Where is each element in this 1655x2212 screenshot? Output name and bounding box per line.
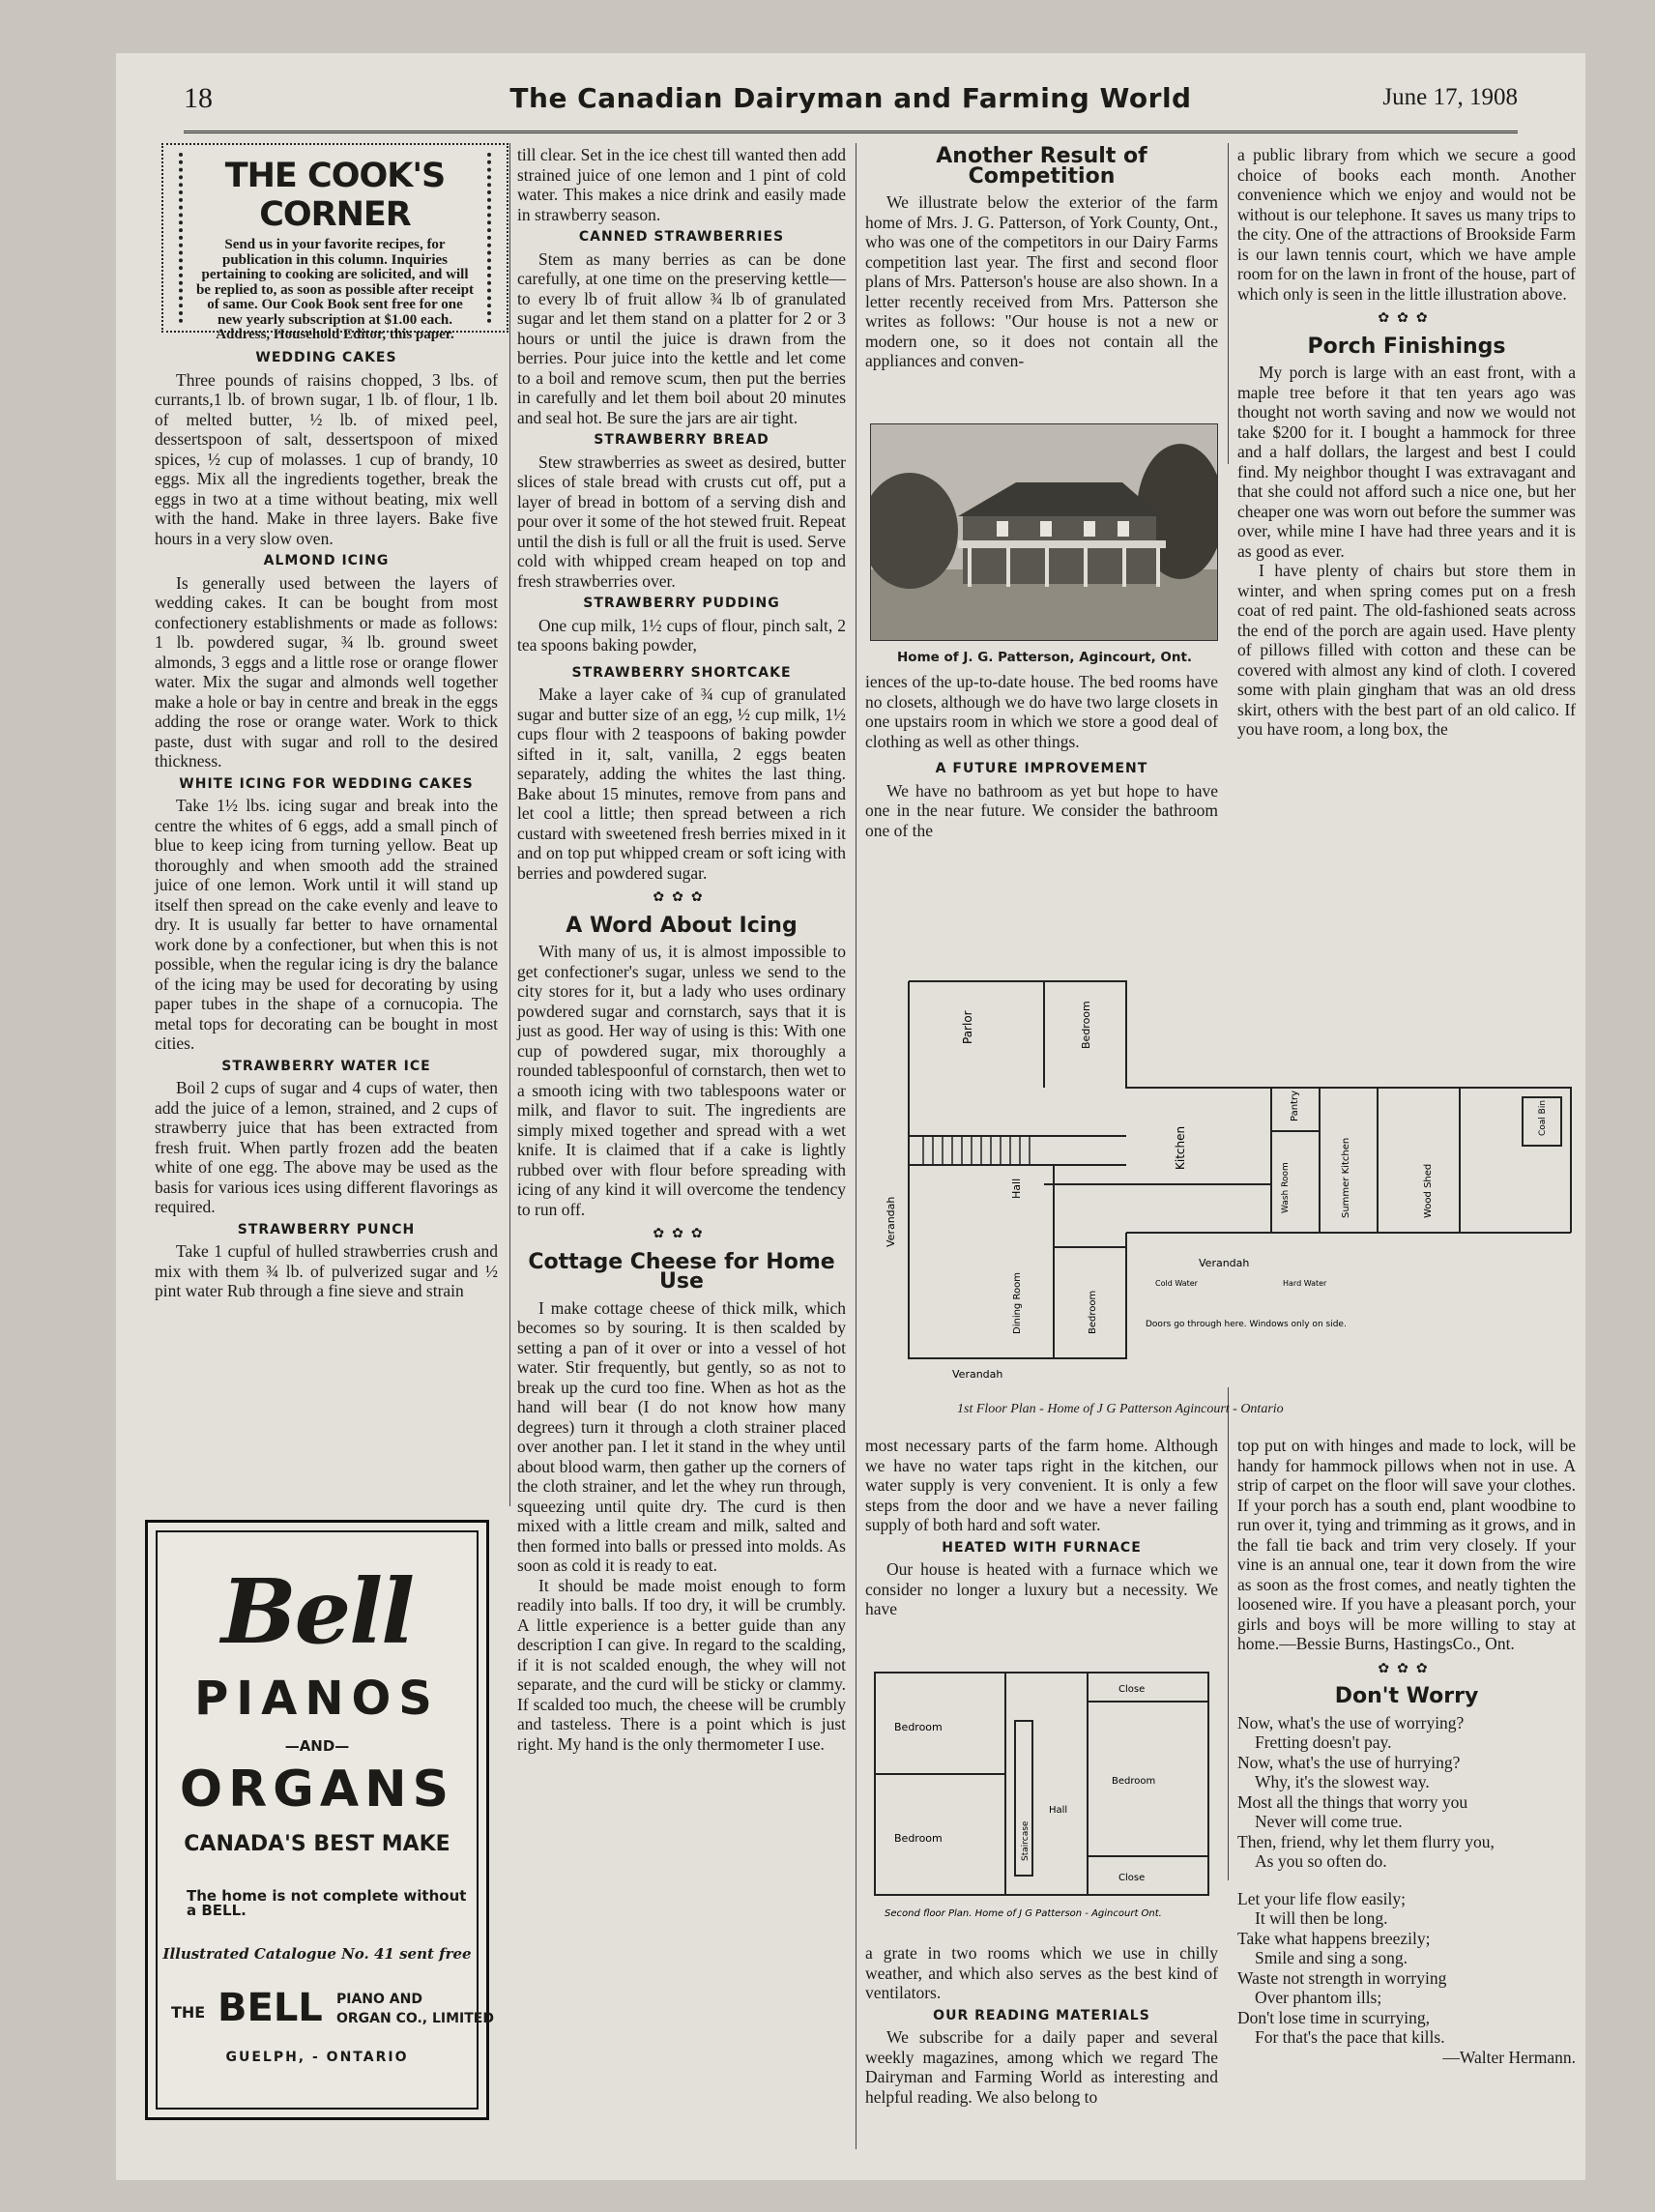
para-necessary: most necessary parts of the farm home. Although we have no water taps right in the kitchen, our water supply is very convenient. It is only a few steps from the door and we have a never failing supply of both hard and soft water. <box>865 1436 1218 1534</box>
label-bedroom-tl: Bedroom <box>894 1721 943 1733</box>
ad-company-piano: PIANO AND <box>336 1992 422 2007</box>
label-verandah-left: Verandah <box>885 1196 897 1247</box>
ad-company-bell: BELL <box>218 1986 323 2030</box>
second-floor-drawing <box>865 1663 1218 1938</box>
label-cold-water: Cold Water <box>1155 1279 1198 1288</box>
label-wash-room: Wash Room <box>1281 1162 1291 1213</box>
label-bedroom-bl: Bedroom <box>894 1832 943 1845</box>
ad-company <box>158 1986 494 2036</box>
ornament: ✿✿✿ <box>653 890 711 905</box>
poem-line: Now, what's the use of hurrying? <box>1237 1752 1461 1772</box>
para-grate: a grate in two rooms which we use in chilly weather, and which also serves as the best kind of ventilators. <box>865 1943 1218 2002</box>
poem-line: Let your life flow easily; <box>1237 1888 1406 1908</box>
first-floor-caption: 1st Floor Plan - Home of J G Patterson Agincourt - Ontario <box>957 1402 1284 1416</box>
poem-line: Never will come true. <box>1255 1812 1403 1831</box>
para-icing: With many of us, it is almost impossible to get confectioner's sugar, unless we send to the city stores for it, but a lady who uses ordinary powdered sugar and cornstarch, says that it is just as good. Her way of using is this: With one cup of powdered sugar, mix thoroughly a rounded tablespoonful of cornstarch, then wet to a smooth icing with two tablespoons water or milk, and flavor to suit. The ingredients are simply mixed together and spread with a wet knife. It is claimed that if a cake is lightly rubbed over with flour before spreading with icing of any kind it will overcome the tendency to run off. <box>517 942 846 1219</box>
column-1 <box>155 345 498 1301</box>
heading-white-icing: WHITE ICING FOR WEDDING CAKES <box>179 775 474 792</box>
label-dining-room: Dining Room <box>1012 1272 1023 1334</box>
ad-company-organ: ORGAN CO., LIMITED <box>336 2011 494 2026</box>
label-verandah-bottom: Verandah <box>952 1368 1003 1381</box>
para-cheese-2: It should be made moist enough to form readily into balls. If too dry, it will be crumbly. A little experience is a better guide than any description I can give. In regard to the scalding, if it is not scalded enough, the whey will not separate, and the curd will be sticky or clammy. If scalded too much, the cheese will be crumbly and tasteless. There is a point which is just right. My hand is the only thermometer I use. <box>517 1575 846 1754</box>
column-3-bottom <box>865 1943 1218 2107</box>
label-plan-note: Doors go through here. Windows only on side. <box>1146 1320 1347 1329</box>
poem-line: Then, friend, why let them flurry you, <box>1237 1831 1495 1851</box>
page-header <box>184 82 1518 121</box>
heading-bread: STRAWBERRY BREAD <box>594 432 769 448</box>
label-hall-2: Hall <box>1049 1805 1068 1816</box>
ornament: ✿✿✿ <box>1378 1661 1436 1676</box>
label-closet-bottom: Close <box>1118 1873 1146 1883</box>
cooks-corner-text: Send us in your favorite recipes, for publication in this column. Inquiries pertaining to cooking are solicited, and will be replied to, as soon as possible after receipt of same. Our Cook Book sent free for one new yearly subscription at $1.00 each. Address, Household Editor, this paper. <box>195 237 475 342</box>
heading-icing: A Word About Icing <box>566 913 798 938</box>
poem-author: —Walter Hermann. <box>1442 2047 1576 2067</box>
para-heated: Our house is heated with a furnace which we consider no longer a luxury but a necessity. We have <box>865 1559 1218 1618</box>
ad-city: GUELPH, - ONTARIO <box>225 2050 409 2065</box>
page-number: 18 <box>184 82 213 114</box>
heading-pudding: STRAWBERRY PUDDING <box>583 596 780 611</box>
para-pudding: One cup milk, 1½ cups of flour, pinch salt, 2 tea spoons baking powder, <box>517 615 846 655</box>
label-coal-bin: Coal Bin <box>1538 1099 1548 1136</box>
cooks-corner-box <box>161 143 508 342</box>
label-wood-shed: Wood Shed <box>1423 1163 1434 1218</box>
column-4-top <box>1237 145 1576 740</box>
ad-company-the: THE <box>171 2003 206 2022</box>
heading-competition: Another Result of Competition <box>936 144 1147 189</box>
poem-line: Don't lose time in scurrying, <box>1237 2007 1431 2027</box>
heading-water-ice: STRAWBERRY WATER ICE <box>221 1058 431 1074</box>
column-3-mid <box>865 672 1218 840</box>
poem-line <box>1237 1872 1576 1889</box>
column-divider <box>1228 143 1229 464</box>
heading-heated: HEATED WITH FURNACE <box>942 1539 1142 1556</box>
column-divider <box>509 143 510 1506</box>
label-kitchen: Kitchen <box>1174 1125 1187 1170</box>
house-photo <box>870 423 1218 641</box>
first-floor-plan <box>865 976 1576 1397</box>
heading-shortcake: STRAWBERRY SHORTCAKE <box>571 664 792 681</box>
label-bedroom-right: Bedroom <box>1112 1776 1156 1787</box>
heading-cottage-cheese: Cottage Cheese for Home Use <box>528 1249 835 1294</box>
newspaper-page <box>116 53 1585 2180</box>
para-future: We have no bathroom as yet but hope to have one in the near future. We consider the bathroom one of the <box>865 780 1218 840</box>
house-photo-image <box>871 424 1217 640</box>
ad-pianos: PIANOS <box>194 1672 440 1726</box>
para-shortcake: Make a layer cake of ¾ cup of granulated sugar and butter size of an egg, ½ cup milk, 1½ cups flour with 2 teaspoons of baking powder sifted in it, salt, vanilla, 2 eggs beaten separately, adding the whites the last thing. Bake about 15 minutes, remove from pans and let cool a little; then spread between a rich custard with sweetened fresh berries mixed in it and on top put whipped cream or soft icing with berries and powdered sugar. <box>517 684 846 883</box>
column-3-lower <box>865 1436 1218 1619</box>
poem-line: Why, it's the slowest way. <box>1255 1772 1430 1791</box>
para-porch-1: My porch is large with an east front, with a maple tree before it that ten years ago was thought not worth saving and now we would not take $200 for it. I bought a hammock for three and a half dollars, the largest and best I could find. My neighbor thought I was extravagant and that she could not afford such a nice one, but her cheaper one was worn out before the summer was over, while mine I have had three years and it is as good as ever. <box>1237 363 1576 561</box>
heading-canned: CANNED STRAWBERRIES <box>578 229 785 245</box>
label-pantry: Pantry <box>1290 1091 1300 1121</box>
heading-almond-icing: ALMOND ICING <box>263 553 390 568</box>
bell-advertisement <box>145 1520 494 2120</box>
cooks-corner-title: THE COOK'S CORNER <box>224 157 446 234</box>
column-4-lower <box>1237 1436 1576 2067</box>
para-porch-2: I have plenty of chairs but store them in winter, and when spring comes put on a fresh coat of red paint. The old-fashioned seats across the end of the porch are again used. Have plenty of pillows filled with cotton and these can be covered with almost any kind of cloth. I covered some with plain gingham that was an old dress skirt, others with the best part of an old calico. If you have room, a long box, the <box>1237 561 1576 739</box>
para-bread: Stew strawberries as sweet as desired, butter slices of stale bread with crusts cut off, put a layer of bread in bottom of a serving dish and pour over it some of the hot stewed fruit. Repeat until the dish is full or all the fruit is used. Serve cold with whipped cream heaped on top and fresh strawberries over. <box>517 451 846 591</box>
para-reading: We subscribe for a daily paper and several weekly magazines, among which we regard The Dairyman and Farming World as interesting and helpful reading. We also belong to <box>865 2027 1218 2107</box>
para-library: a public library from which we secure a good choice of books each month. Another convenience which we enjoy and would not be without is our telephone. It saves us many trips to the city. One of the attractions of Brookside Farm is our lawn tennis court, which we have ample room for on the lawn in front of the house, part of which only is seen in the little illustration above. <box>1237 145 1576 304</box>
poem-line: Most all the things that worry you <box>1237 1791 1468 1812</box>
para-competition: We illustrate below the exterior of the farm home of Mrs. J. G. Patterson, of York County, Ont., who was one of the competitors in our Dairy Farms competition last year. The first and second floor plans of Mrs. Patterson's house are also shown. In a letter recently received from Mrs. Patterson she writes as follows: "Our house is not a new or modern one, so it does not contain all the appliances and conven- <box>865 192 1218 370</box>
para-wedding-cakes: Three pounds of raisins chopped, 3 lbs. of currants,1 lb. of brown sugar, 1 lb. of flour, 1 lb. of melted butter, ½ lb. of mixed peel, dessertspoon of salt, dessertspoon of mixed spices, ½ cup of molasses. 1 cup of brandy, 10 eggs. Mix all the ingredients together, break the eggs in two at a time without beating, mix well with the hand. Make in three layers. Bake five hours in a very slow oven. <box>155 369 498 548</box>
masthead: The Canadian Dairyman and Farming World <box>509 82 1192 114</box>
column-3-top <box>865 145 1218 371</box>
header-rule <box>184 131 1518 136</box>
poem-line: Smile and sing a song. <box>1255 1948 1408 1967</box>
ad-organs: ORGANS <box>179 1761 455 1819</box>
column-divider <box>856 143 857 2149</box>
poem-line: Fretting doesn't pay. <box>1255 1732 1392 1752</box>
heading-dont-worry: Don't Worry <box>1334 1684 1479 1708</box>
heading-future: A FUTURE IMPROVEMENT <box>935 761 1148 776</box>
ad-and: —AND— <box>284 1737 350 1755</box>
poem-line: As you so often do. <box>1255 1851 1387 1871</box>
para-porch-3: top put on with hinges and made to lock, will be handy for hammock pillows when not in use. A strip of carpet on the floor will save your clothes. If your porch has a south end, plant woodbine to run over it, tying and trimming as it grows, and in the fall tie back and trim very closely. If your vine is an annual one, tear it down from the wire as soon as the frost comes, and neatly tighten the loosened wire. If you have a pleasant porch, your girls and boys will be more willing to stay at home.—Bessie Burns, HastingsCo., Ont. <box>1237 1436 1576 1653</box>
poem-line: Over phantom ills; <box>1255 1988 1382 2007</box>
ad-home-line: The home is not complete without a BELL. <box>187 1887 467 1919</box>
heading-porch: Porch Finishings <box>1307 334 1506 359</box>
column-2 <box>517 145 846 1754</box>
heading-wedding-cakes: WEDDING CAKES <box>255 350 397 365</box>
label-summer-kitchen: Summer Kitchen <box>1341 1137 1351 1218</box>
first-floor-drawing <box>865 976 1576 1397</box>
para-punch-cont: till clear. Set in the ice chest till wanted then add strained juice of one lemon and 1 pint of cold water. This makes a nice drink and easily made in strawberry season. <box>517 145 846 224</box>
ornament: ✿✿✿ <box>653 1227 711 1241</box>
para-cheese-1: I make cottage cheese of thick milk, which becomes so by souring. It is then scalded by setting a pan of it over or into a vessel of hot water. Stir frequently, but gently, so as not to break up the curd too fine. When as hot as the hand will bear (I do not know how many degrees) turn it through a cloth strainer placed over another pan. I let it stand in the whey until about blood warm, then gather up the corners of the cloth strainer, and let the whey run through, squeezing until quite dry. The curd is then mixed with a little cream and milk, salted and then formed into balls or pressed into molds. As soon as cold it is ready to eat. <box>517 1297 846 1575</box>
label-staircase: Staircase <box>1021 1820 1031 1861</box>
second-floor-caption: Second floor Plan. Home of J G Patterson - Agincourt Ont. <box>885 1908 1162 1919</box>
para-almond-icing: Is generally used between the layers of wedding cakes. It can be bought from most confectionery establishments or made as follows: 1 lb. powdered sugar, ¾ lb. ground sweet almonds, 3 eggs and a little rose or orange flower water. Mix the sugar and almonds well together make a hole or bay in centre and break in the eggs adding the rose or orange water. Work to thick paste, dust with sugar and roll to the desired thickness. <box>155 572 498 771</box>
column-divider <box>1228 1387 1229 1880</box>
poem-line: Now, what's the use of worrying? <box>1237 1712 1465 1732</box>
label-hall: Hall <box>1010 1178 1023 1199</box>
label-verandah-right: Verandah <box>1199 1257 1250 1269</box>
poem <box>1237 1713 1576 2068</box>
ad-brand: Bell <box>220 1559 414 1664</box>
para-canned: Stem as many berries as can be done carefully, at one time on the preserving kettle—to every lb of fruit allow ¾ lb of granulated sugar and let them stand on a platter for 2 or 3 hours or until the juice is drawn from the berries. Pour juice into the kettle and let come to a boil and remove scum, then put the berries in carefully and let them boil about 20 minutes and seal hot. Be sure the jars are air tight. <box>517 248 846 427</box>
poem-line: It will then be long. <box>1255 1908 1388 1928</box>
second-floor-plan <box>865 1663 1218 1938</box>
label-bedroom-top: Bedroom <box>1080 1001 1092 1049</box>
poem-line: Take what happens breezily; <box>1237 1928 1431 1948</box>
label-closet-top: Close <box>1118 1684 1146 1695</box>
para-strawberry-punch: Take 1 cupful of hulled strawberries crush and mix with them ¾ lb. of pulverized sugar and ½ pint water Rub through a fine sieve and strain <box>155 1241 498 1300</box>
para-white-icing: Take 1½ lbs. icing sugar and break into the centre the whites of 6 eggs, add a small pinch of blue to keep icing from turning yellow. Beat up thoroughly and when smooth add the strained juice of one lemon. Work until it will stand up itself then spread on the cake evenly and leave to dry. It is usually far better to have ornamental work done by a confectioner, but when this is not possible, when the regular icing is dry the balance of the icing may be used for decorating by using paper tubes in the shape of a cornucopia. The metal tops for decorating can be bought in most cities. <box>155 796 498 1053</box>
photo-caption: Home of J. G. Patterson, Agincourt, Ont. <box>897 650 1193 665</box>
label-parlor: Parlor <box>961 1010 974 1044</box>
para-water-ice: Boil 2 cups of sugar and 4 cups of water, then add the juice of a lemon, strained, and 2 cups of strawberry juice that has been extracted from fresh fruit. When partly frozen add the beaten white of one egg. The above may be used as the basis for various ices using different flavorings as required. <box>155 1078 498 1216</box>
heading-strawberry-punch: STRAWBERRY PUNCH <box>237 1221 416 1237</box>
poem-line: Waste not strength in worrying <box>1237 1967 1447 1988</box>
para-iences: iences of the up-to-date house. The bed rooms have no closets, although we do have two large closets in one upstairs room in which we store a good deal of clothing as well as other things. <box>865 672 1218 751</box>
heading-reading: OUR READING MATERIALS <box>933 2007 1150 2023</box>
label-hard-water: Hard Water <box>1283 1279 1327 1288</box>
issue-date: June 17, 1908 <box>1382 84 1518 110</box>
ad-catalogue: Illustrated Catalogue No. 41 sent free <box>162 1945 472 1963</box>
ornament: ✿✿✿ <box>1378 311 1436 326</box>
label-bedroom-low: Bedroom <box>1088 1290 1098 1334</box>
ad-tagline: CANADA'S BEST MAKE <box>184 1832 450 1856</box>
poem-line: For that's the pace that kills. <box>1255 2027 1445 2047</box>
